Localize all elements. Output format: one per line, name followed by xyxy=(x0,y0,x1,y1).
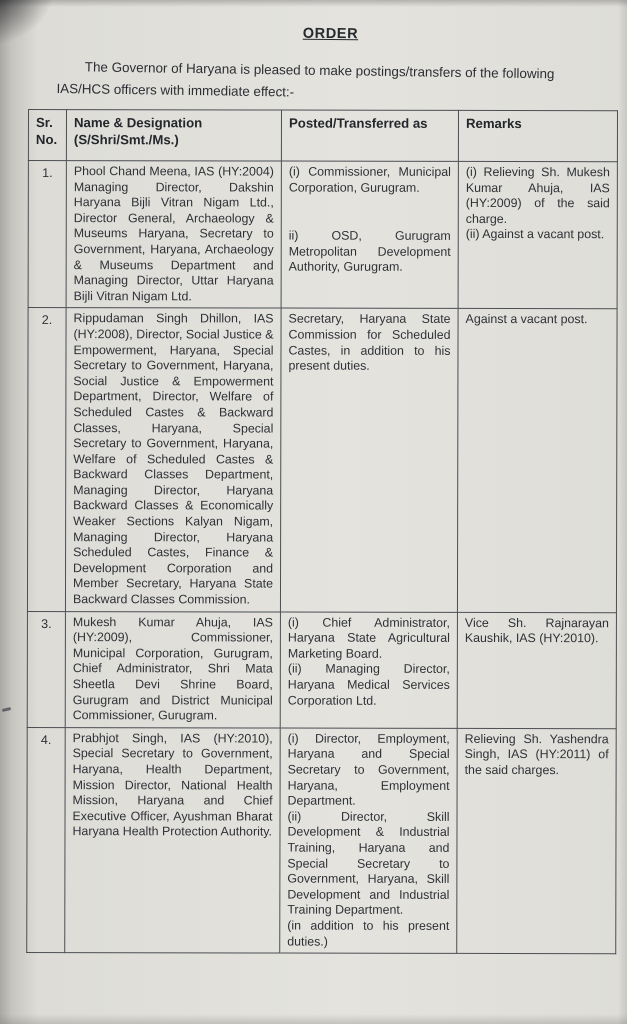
table-row xyxy=(27,611,616,728)
cell-remarks xyxy=(457,309,617,613)
table-row xyxy=(27,308,617,613)
col-header-sr-line2: No. xyxy=(35,132,58,148)
remarks-item: (i) Relieving Sh. Mukesh Kumar Ahuja, IAS (HY:2009) of the said charge. xyxy=(465,164,610,226)
cell-name-designation: Rippudaman Singh Dhillon, IAS (HY:2008), Director, Social Justice & Empowerment, Haryana, Special Secretary to Government, Haryana, Social Justice & Empowerment Department, Director, Welfare of Scheduled Castes & Backward Classes, Haryana, Special Secretary to Government, Haryana, Welfare of Scheduled Castes & Backward Classes Department, Managing Director, Haryana Backward Classes & Economically Weaker Sections Kalyan Nigam, Managing Director, Haryana Scheduled Castes, Finance & Development Corporation and Member Secretary, Haryana State Backward Classes Commission. xyxy=(65,308,281,612)
intro-paragraph: The Governor of Haryana is pleased to make postings/transfers of the following IAS/HCS officers with immediate effect:- xyxy=(56,59,555,100)
col-header-name-line1: Name & Designation xyxy=(73,115,203,131)
remarks-item: (ii) Against a vacant post. xyxy=(465,227,605,242)
cell-posted-transferred xyxy=(280,308,458,612)
cell-remarks xyxy=(458,161,617,309)
cell-name-designation: Phool Chand Meena, IAS (HY:2004) Managing Director, Dakshin Haryana Bijli Vitran Nigam Ltd., Director General, Archaeology & Museums Haryana, Secretary to Government, Haryana, Archaeology & Museums Department and Managing Director, Uttar Haryana Bijli Vitran Nigam Ltd. xyxy=(66,161,281,309)
posted-item: (ii) Director, Skill Development & Industrial Training, Haryana and Special Secretary to Government, Haryana, Skill Development and Industrial Training Department. xyxy=(287,809,450,918)
posted-item: Secretary, Haryana State Commission for Scheduled Castes, in addition to his present duties. xyxy=(288,311,451,373)
remarks-item: Against a vacant post. xyxy=(465,312,588,327)
col-header-remarks: Remarks xyxy=(458,110,617,161)
posted-item: (i) Commissioner, Municipal Corporation, Gurugram. xyxy=(288,164,451,195)
cell-sr-no: 1. xyxy=(28,161,66,308)
table-header-row xyxy=(28,110,617,162)
col-header-sr-line1: Sr. xyxy=(35,115,53,131)
posted-item: (i) Chief Administrator, Haryana State Agricultural Marketing Board. xyxy=(287,615,450,661)
posted-item: (i) Director, Employment, Haryana and Special Secretary to Government, Haryana, Employment Department. xyxy=(287,731,450,808)
cell-remarks xyxy=(457,612,616,728)
posted-item: ii) OSD, Gurugram Metropolitan Development Authority, Gurugram. xyxy=(288,228,451,275)
cell-name-designation: Mukesh Kumar Ahuja, IAS (HY:2009), Commissioner, Municipal Corporation, Gurugram, Chief Administrator, Shri Mata Sheetla Devi Shrine Board, Gurugram and District Municipal Commissioner, Gurugram. xyxy=(65,611,280,728)
postings-table xyxy=(26,109,618,954)
page-title: ORDER xyxy=(302,25,359,43)
col-header-name-designation xyxy=(66,110,281,161)
col-header-posted-transferred: Posted/Transferred as xyxy=(281,110,458,161)
col-header-name-line2: (S/Shri/Smt./Ms.) xyxy=(73,132,179,148)
cell-sr-no: 4. xyxy=(27,727,65,952)
col-header-sr-no xyxy=(28,110,66,161)
cell-name-designation: Prabhjot Singh, IAS (HY:2010), Special Secretary to Government, Haryana, Health Department, Mission Director, National Health Mission, Haryana and Chief Executive Officer, Ayushman Bharat Haryana Health Protection Authority. xyxy=(65,727,280,953)
table-row xyxy=(28,161,617,310)
remarks-item: Relieving Sh. Yashendra Singh, IAS (HY:2011) of the said charges. xyxy=(464,731,609,778)
cell-remarks xyxy=(457,728,616,954)
table-row xyxy=(27,727,616,954)
posted-item: (in addition to his present duties.) xyxy=(287,918,450,949)
cell-sr-no: 3. xyxy=(27,611,65,727)
remarks-item: Vice Sh. Rajnarayan Kaushik, IAS (HY:2010). xyxy=(464,615,609,646)
cell-posted-transferred xyxy=(280,728,457,954)
posted-item: (ii) Managing Director, Haryana Medical Services Corporation Ltd. xyxy=(287,661,450,708)
cell-posted-transferred xyxy=(281,161,458,309)
cell-posted-transferred xyxy=(280,612,457,729)
cell-sr-no: 2. xyxy=(27,308,66,611)
